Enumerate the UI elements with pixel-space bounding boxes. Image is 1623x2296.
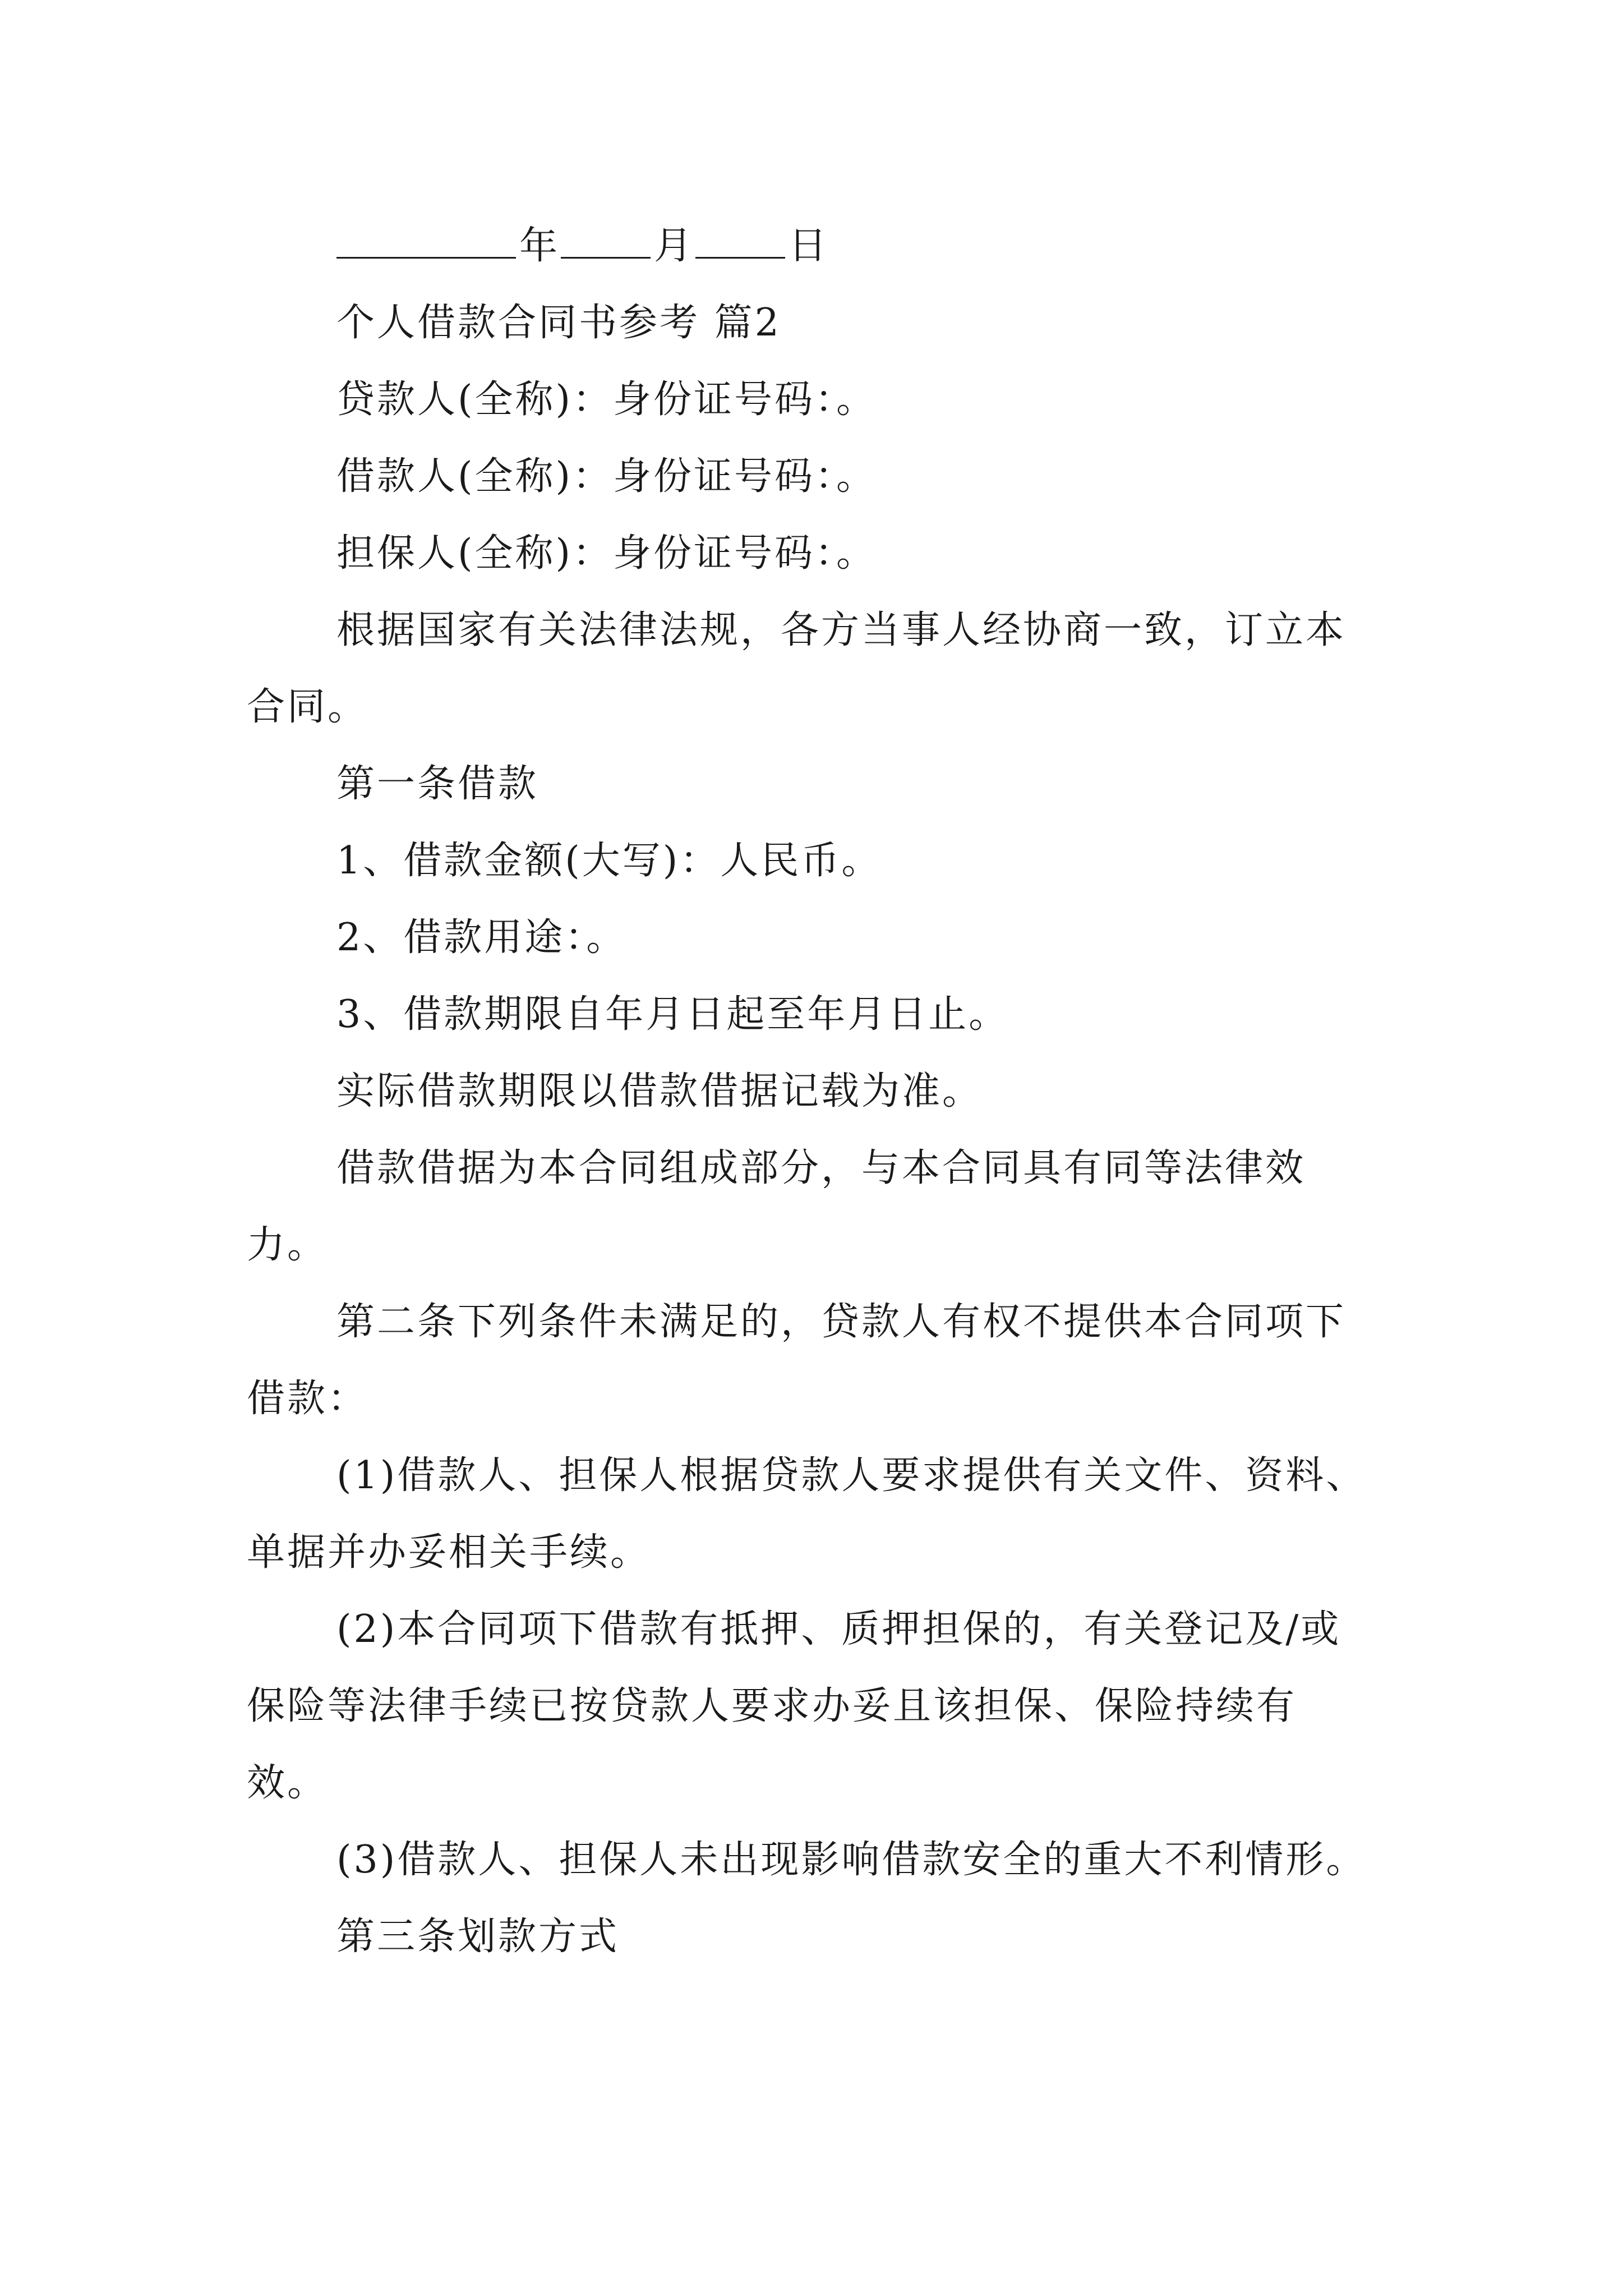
- date-line: [247, 208, 1376, 284]
- condition-2-paragraph: (2)本合同项下借款有抵押、质押担保的，有关登记及/或保险等法律手续已按贷款人要求办妥且该担保、保险持续有效。: [247, 1607, 1341, 1805]
- day-blank: [695, 223, 785, 259]
- borrower-line: 借款人(全称)：身份证号码：。: [336, 454, 877, 499]
- month-blank: [561, 223, 651, 259]
- year-label: 年: [519, 224, 558, 268]
- article-1-heading: 第一条借款: [336, 762, 539, 806]
- document-body: [247, 208, 1376, 1975]
- day-label: 日: [789, 224, 827, 268]
- actual-term-clause: 实际借款期限以借款借据记载为准。: [336, 1069, 983, 1114]
- month-label: 月: [654, 224, 693, 268]
- guarantor-line: 担保人(全称)：身份证号码：。: [336, 531, 877, 576]
- condition-3-paragraph: (3)借款人、担保人未出现影响借款安全的重大不利情形。: [336, 1838, 1367, 1882]
- loan-term-clause: 3、借款期限自年月日起至年月日止。: [336, 992, 1009, 1037]
- preamble-paragraph: 根据国家有关法律法规，各方当事人经协商一致，订立本合同。: [247, 608, 1347, 729]
- section-title: 个人借款合同书参考 篇2: [336, 301, 781, 345]
- condition-1-paragraph: (1)借款人、担保人根据贷款人要求提供有关文件、资料、单据并办妥相关手续。: [247, 1453, 1367, 1575]
- article-2-paragraph: 第二条下列条件未满足的，贷款人有权不提供本合同项下借款：: [247, 1300, 1347, 1421]
- year-blank: [336, 223, 516, 259]
- lender-line: 贷款人(全称)：身份证号码：。: [336, 378, 877, 422]
- article-3-heading: 第三条划款方式: [336, 1915, 620, 1959]
- loan-amount-clause: 1、借款金额(大写)：人民币。: [336, 839, 882, 883]
- receipt-clause: 借款借据为本合同组成部分，与本合同具有同等法律效力。: [247, 1146, 1306, 1267]
- loan-purpose-clause: 2、借款用途：。: [336, 915, 627, 960]
